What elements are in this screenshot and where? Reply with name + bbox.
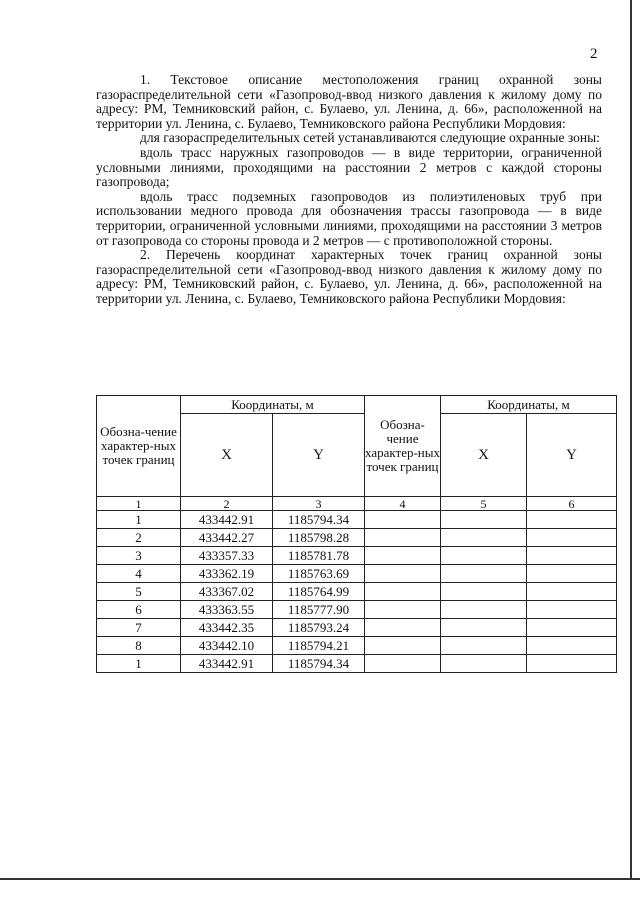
table-row — [97, 565, 617, 583]
y-cell: 1185794.34 — [273, 655, 365, 673]
y-cell: 1185798.28 — [273, 529, 365, 547]
empty-cell — [441, 511, 527, 529]
section-2-heading: 2. Перечень координат характерных точек границ охранной зоны газораспределительной сети «Газопровод-ввод низкого давления к жилому дому по адресу: РМ, Темниковский район, с. Булаево, ул. Ленина, д. 66», расположенной на территории ул. Ленина, с. Булаево, Темниковского района Республики Мордовия: — [96, 247, 602, 306]
point-cell: 2 — [97, 529, 181, 547]
coordinates-table — [96, 395, 617, 673]
x-cell: 433357.33 — [181, 547, 273, 565]
scan-bottom-edge — [0, 878, 640, 880]
empty-cell — [365, 511, 441, 529]
point-designation-header-2: Обозна-чение характер-ных точек границ — [365, 396, 441, 497]
empty-cell — [365, 547, 441, 565]
table-row — [97, 637, 617, 655]
x-cell: 433363.55 — [181, 601, 273, 619]
empty-cell — [365, 601, 441, 619]
y-cell: 1185794.34 — [273, 511, 365, 529]
scan-right-edge — [630, 0, 632, 880]
point-cell: 4 — [97, 565, 181, 583]
empty-cell — [441, 601, 527, 619]
point-cell: 8 — [97, 637, 181, 655]
empty-cell — [365, 583, 441, 601]
x-cell: 433442.35 — [181, 619, 273, 637]
empty-cell — [365, 529, 441, 547]
table-row — [97, 655, 617, 673]
empty-cell — [365, 637, 441, 655]
point-designation-header: Обозна-чение характер-ных точек границ — [97, 396, 181, 497]
empty-cell — [441, 637, 527, 655]
table-row — [97, 511, 617, 529]
x-header: X — [181, 414, 273, 497]
y-cell: 1185763.69 — [273, 565, 365, 583]
y-cell: 1185793.24 — [273, 619, 365, 637]
section-1-paragraph-2: вдоль трасс наружных газопроводов — в виде территории, ограниченной условными линиями, проходящими на расстоянии 2 метров с каждой стороны газопровода; — [96, 144, 602, 190]
coordinates-header: Координаты, м — [181, 396, 365, 414]
empty-cell — [441, 547, 527, 565]
section-1-paragraph-1: для газораспределительных сетей устанавливаются следующие охранные зоны: — [140, 130, 600, 146]
column-number: 3 — [273, 497, 365, 511]
empty-cell — [527, 655, 617, 673]
point-cell: 1 — [97, 655, 181, 673]
x-header-2: X — [441, 414, 527, 497]
column-number: 1 — [97, 497, 181, 511]
page-number: 2 — [590, 46, 598, 62]
empty-cell — [527, 511, 617, 529]
table-row — [97, 619, 617, 637]
document-body — [96, 73, 602, 307]
x-cell: 433442.91 — [181, 655, 273, 673]
y-cell: 1185777.90 — [273, 601, 365, 619]
column-number: 4 — [365, 497, 441, 511]
column-number: 5 — [441, 497, 527, 511]
empty-cell — [527, 583, 617, 601]
x-cell: 433362.19 — [181, 565, 273, 583]
column-number-row — [97, 497, 617, 511]
empty-cell — [527, 619, 617, 637]
y-cell: 1185764.99 — [273, 583, 365, 601]
empty-cell — [527, 547, 617, 565]
empty-cell — [441, 655, 527, 673]
x-cell: 433442.91 — [181, 511, 273, 529]
y-cell: 1185781.78 — [273, 547, 365, 565]
point-cell: 5 — [97, 583, 181, 601]
x-cell: 433442.10 — [181, 637, 273, 655]
empty-cell — [365, 619, 441, 637]
section-1-paragraph-3: вдоль трасс подземных газопроводов из полиэтиленовых труб при использовании медного провода для обозначения трассы газопровода — в виде территории, ограниченной условными линиями, проходящими на расстоянии 3 метров от газопровода со стороны провода и 2 метров — с противоположной стороны. — [96, 188, 602, 248]
empty-cell — [527, 601, 617, 619]
point-cell: 6 — [97, 601, 181, 619]
x-cell: 433367.02 — [181, 583, 273, 601]
column-number: 2 — [181, 497, 273, 511]
point-cell: 1 — [97, 511, 181, 529]
coordinates-header-2: Координаты, м — [441, 396, 617, 414]
column-number: 6 — [527, 497, 617, 511]
table-row — [97, 547, 617, 565]
empty-cell — [441, 583, 527, 601]
empty-cell — [527, 637, 617, 655]
table-row — [97, 583, 617, 601]
empty-cell — [365, 655, 441, 673]
point-cell: 3 — [97, 547, 181, 565]
table-row — [97, 601, 617, 619]
empty-cell — [527, 565, 617, 583]
empty-cell — [441, 565, 527, 583]
empty-cell — [441, 529, 527, 547]
empty-cell — [441, 619, 527, 637]
section-1-heading: 1. Текстовое описание местоположения границ охранной зоны газораспределительной сети «Газопровод-ввод низкого давления к жилому дому по адресу: РМ, Темниковский район, с. Булаево, ул. Ленина, д. 66», расположенной на территории ул. Ленина, с. Булаево, Темниковского района Республики Мордовия: — [96, 72, 602, 131]
y-cell: 1185794.21 — [273, 637, 365, 655]
x-cell: 433442.27 — [181, 529, 273, 547]
y-header-2: Y — [527, 414, 617, 497]
point-cell: 7 — [97, 619, 181, 637]
y-header: Y — [273, 414, 365, 497]
empty-cell — [365, 565, 441, 583]
empty-cell — [527, 529, 617, 547]
table-row — [97, 529, 617, 547]
